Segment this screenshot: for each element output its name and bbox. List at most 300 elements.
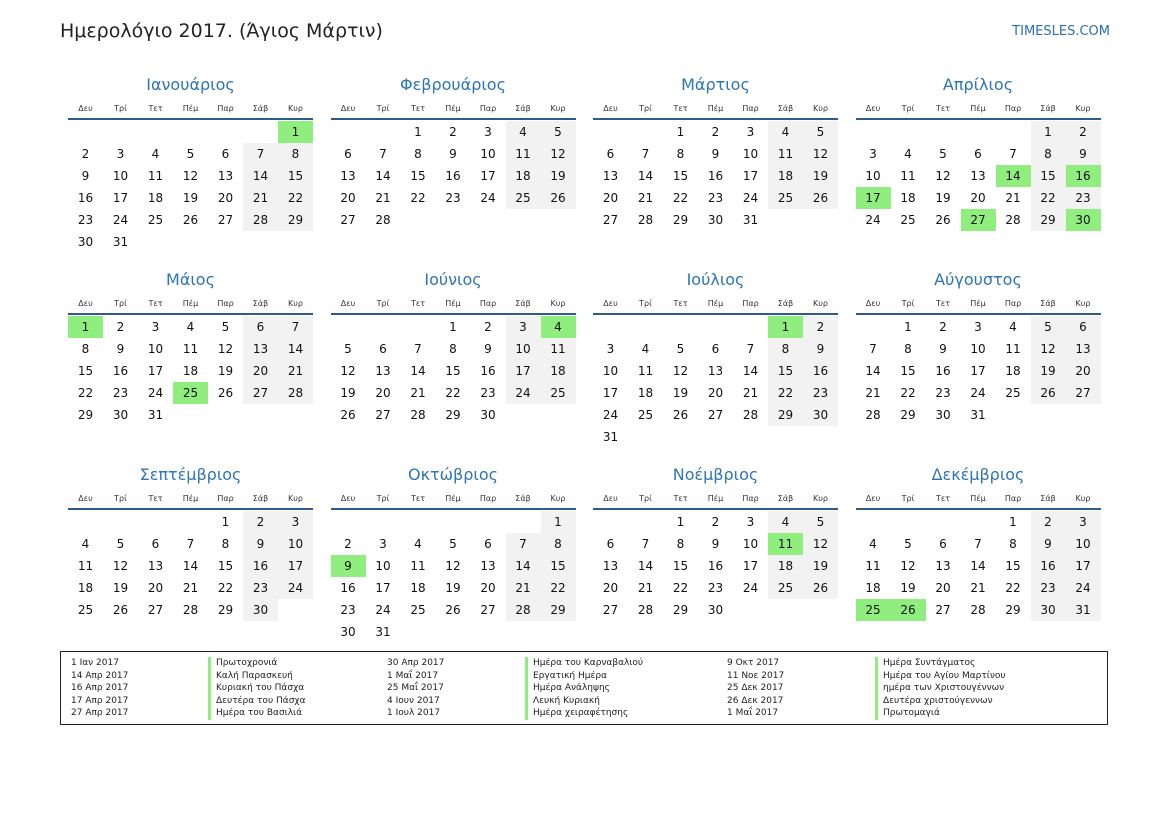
day-cell: 14 <box>637 559 654 573</box>
day-cell: 25 <box>637 408 654 422</box>
weekday-label: Παρ <box>742 299 759 308</box>
day-cell: 1 <box>1031 121 1066 143</box>
weekday-header <box>331 291 576 315</box>
empty-day-cell <box>401 316 436 338</box>
day-cell: 17 <box>742 559 759 573</box>
day-cell: 10 <box>278 533 313 555</box>
day-cell: 26 <box>217 386 234 400</box>
day-cell: 22 <box>410 191 426 205</box>
weekday-label: Τετ <box>148 104 163 113</box>
holiday-date: 14 Απρ 2017 <box>71 670 129 681</box>
day-cell: 5 <box>449 537 457 551</box>
day-cell: 18 <box>506 165 541 187</box>
day-cell: 15 <box>77 364 94 378</box>
day-cell: 31 <box>1066 599 1101 621</box>
empty-day-cell <box>103 121 138 143</box>
month-calendar <box>331 464 576 659</box>
month-calendar <box>856 74 1101 269</box>
day-cell: 20 <box>970 191 986 205</box>
day-cell: 6 <box>151 537 160 551</box>
day-cell: 13 <box>243 338 278 360</box>
holiday-names-column-1 <box>208 657 306 720</box>
day-cell: 7 <box>641 147 650 161</box>
day-cell: 9 <box>331 555 366 577</box>
day-cell: 10 <box>375 559 391 573</box>
day-cell: 25 <box>541 382 576 404</box>
days-grid <box>331 316 576 426</box>
day-cell: 21 <box>506 577 541 599</box>
weekday-label: Τετ <box>148 299 163 308</box>
weekday-label: Πέμ <box>445 494 461 503</box>
day-cell: 30 <box>340 625 356 639</box>
month-name: Απρίλιος <box>942 75 1014 94</box>
day-cell: 17 <box>742 169 759 183</box>
weekday-header <box>593 486 838 510</box>
day-cell: 5 <box>676 342 685 356</box>
day-cell: 7 <box>869 342 877 356</box>
weekday-label: Κυρ <box>1075 299 1091 308</box>
day-cell: 29 <box>278 209 313 231</box>
empty-day-cell <box>68 511 103 533</box>
holiday-name: ημέρα των Χριστουγέννων <box>875 682 1006 695</box>
holiday-name: Ημέρα Ανάληψης <box>525 682 643 695</box>
day-cell: 13 <box>147 559 164 573</box>
day-cell: 18 <box>182 364 199 378</box>
day-cell: 4 <box>904 147 912 161</box>
day-cell: 30 <box>112 408 129 422</box>
day-cell: 26 <box>803 577 838 599</box>
weekday-label: Σάβ <box>1040 299 1056 308</box>
day-cell: 25 <box>173 382 208 404</box>
weekday-label: Πέμ <box>970 494 986 503</box>
day-cell: 19 <box>340 386 356 400</box>
site-brand-link[interactable]: TIMESLES.COM <box>1012 24 1110 39</box>
weekday-label: Τετ <box>410 494 426 503</box>
holiday-dates-column-1 <box>71 657 128 720</box>
day-cell: 11 <box>865 559 881 573</box>
day-cell: 10 <box>865 169 881 183</box>
weekday-label: Σάβ <box>1040 494 1056 503</box>
day-cell: 24 <box>506 382 541 404</box>
day-cell: 23 <box>243 577 278 599</box>
holiday-name: Ημέρα Συντάγματος <box>875 657 1006 670</box>
weekday-label: Πέμ <box>445 299 461 308</box>
weekday-label: Δευ <box>603 104 618 113</box>
day-cell: 2 <box>711 125 720 139</box>
weekday-label: Σάβ <box>777 299 794 308</box>
day-cell: 7 <box>746 342 755 356</box>
holiday-date: 9 Οκτ 2017 <box>727 658 780 668</box>
day-cell: 29 <box>1005 603 1021 617</box>
day-cell: 14 <box>278 338 313 360</box>
weekday-label: Τετ <box>935 494 951 503</box>
holiday-date: 4 Ιουν 2017 <box>387 695 440 706</box>
weekday-label: Τρί <box>114 494 127 503</box>
day-cell: 22 <box>672 581 689 595</box>
day-cell: 24 <box>602 408 619 422</box>
day-cell: 30 <box>707 603 724 617</box>
day-cell: 11 <box>768 143 803 165</box>
day-cell: 15 <box>445 364 461 378</box>
day-cell: 5 <box>186 147 195 161</box>
day-cell: 18 <box>865 581 881 595</box>
day-cell: 16 <box>480 364 496 378</box>
day-cell: 3 <box>278 511 313 533</box>
day-cell: 16 <box>445 169 461 183</box>
weekday-label: Παρ <box>217 104 234 113</box>
empty-day-cell <box>698 316 733 338</box>
day-cell: 11 <box>541 338 576 360</box>
day-cell: 4 <box>869 537 877 551</box>
day-cell: 2 <box>449 125 457 139</box>
day-cell: 19 <box>935 191 951 205</box>
day-cell: 26 <box>803 187 838 209</box>
empty-day-cell <box>628 316 663 338</box>
day-cell: 1 <box>449 320 457 334</box>
weekday-label: Πέμ <box>707 299 724 308</box>
weekday-header <box>856 96 1101 120</box>
day-cell: 21 <box>865 386 881 400</box>
day-cell: 13 <box>1066 338 1101 360</box>
day-cell: 4 <box>768 511 803 533</box>
empty-day-cell <box>506 511 541 533</box>
day-cell: 9 <box>1031 533 1066 555</box>
day-cell: 12 <box>672 364 689 378</box>
day-cell: 1 <box>221 515 230 529</box>
day-cell: 31 <box>375 625 391 639</box>
day-cell: 6 <box>243 316 278 338</box>
day-cell: 18 <box>410 581 426 595</box>
weekday-header <box>68 96 313 120</box>
month-name: Δεκέμβριος <box>931 465 1025 484</box>
day-cell: 4 <box>186 320 195 334</box>
weekday-label: Κυρ <box>550 104 566 113</box>
calendar-grid <box>68 74 1101 659</box>
day-cell: 27 <box>602 603 619 617</box>
day-cell: 21 <box>182 581 199 595</box>
day-cell: 15 <box>278 165 313 187</box>
holiday-date: 11 Νοε 2017 <box>727 670 785 681</box>
day-cell: 27 <box>1066 382 1101 404</box>
weekday-header <box>593 96 838 120</box>
day-cell: 20 <box>480 581 496 595</box>
weekday-label: Τετ <box>673 299 688 308</box>
day-cell: 1 <box>278 121 313 143</box>
day-cell: 27 <box>340 213 356 227</box>
day-cell: 2 <box>1066 121 1101 143</box>
month-name: Σεπτέμβριος <box>139 465 242 484</box>
weekday-label: Τρί <box>376 494 390 503</box>
day-cell: 24 <box>1066 577 1101 599</box>
day-cell: 23 <box>340 603 356 617</box>
day-cell: 12 <box>445 559 461 573</box>
day-cell: 22 <box>217 581 234 595</box>
holiday-name: Δευτέρα χριστούγεννων <box>875 695 1006 708</box>
day-cell: 7 <box>278 316 313 338</box>
day-cell: 18 <box>637 386 654 400</box>
day-cell: 2 <box>711 515 720 529</box>
day-cell: 19 <box>182 191 199 205</box>
day-cell: 4 <box>641 342 650 356</box>
weekday-label: Κυρ <box>550 299 566 308</box>
day-cell: 17 <box>147 364 164 378</box>
day-cell: 22 <box>77 386 94 400</box>
month-calendar <box>68 74 313 269</box>
day-cell: 18 <box>768 165 803 187</box>
day-cell: 23 <box>1066 187 1101 209</box>
day-cell: 15 <box>1005 559 1021 573</box>
day-cell: 9 <box>243 533 278 555</box>
day-cell: 6 <box>939 537 947 551</box>
month-name: Ιούλιος <box>686 270 745 289</box>
day-cell: 29 <box>217 603 234 617</box>
day-cell: 26 <box>112 603 129 617</box>
weekday-label: Τετ <box>410 104 426 113</box>
holiday-date: 30 Απρ 2017 <box>387 658 445 668</box>
empty-day-cell <box>856 121 891 143</box>
weekday-label: Κυρ <box>288 104 303 113</box>
day-cell: 14 <box>637 169 654 183</box>
days-grid <box>856 316 1101 426</box>
day-cell: 16 <box>1031 555 1066 577</box>
day-cell: 4 <box>506 121 541 143</box>
day-cell: 9 <box>484 342 492 356</box>
day-cell: 8 <box>676 537 685 551</box>
empty-day-cell <box>856 511 891 533</box>
weekday-label: Τετ <box>148 494 163 503</box>
empty-day-cell <box>366 316 401 338</box>
day-cell: 11 <box>147 169 164 183</box>
holiday-date: 1 Ιουλ 2017 <box>387 708 441 719</box>
days-grid <box>856 121 1101 231</box>
weekday-label: Πέμ <box>182 104 199 113</box>
month-calendar <box>331 269 576 464</box>
day-cell: 17 <box>856 187 891 209</box>
weekday-label: Τετ <box>410 299 426 308</box>
empty-day-cell <box>961 511 996 533</box>
day-cell: 29 <box>445 408 461 422</box>
empty-day-cell <box>733 316 768 338</box>
day-cell: 13 <box>970 169 986 183</box>
day-cell: 4 <box>414 537 422 551</box>
day-cell: 13 <box>707 364 724 378</box>
day-cell: 21 <box>637 581 654 595</box>
day-cell: 12 <box>340 364 356 378</box>
empty-day-cell <box>628 121 663 143</box>
day-cell: 19 <box>541 165 576 187</box>
day-cell: 7 <box>506 533 541 555</box>
day-cell: 8 <box>449 342 457 356</box>
day-cell: 13 <box>602 559 619 573</box>
day-cell: 21 <box>1005 191 1021 205</box>
day-cell: 7 <box>414 342 422 356</box>
day-cell: 26 <box>340 408 356 422</box>
weekday-label: Σάβ <box>252 104 269 113</box>
day-cell: 14 <box>243 165 278 187</box>
month-calendar <box>856 269 1101 464</box>
day-cell: 21 <box>970 581 986 595</box>
day-cell: 2 <box>484 320 492 334</box>
day-cell: 21 <box>410 386 426 400</box>
day-cell: 9 <box>711 147 720 161</box>
day-cell: 20 <box>1066 360 1101 382</box>
day-cell: 20 <box>375 386 391 400</box>
day-cell: 25 <box>768 577 803 599</box>
day-cell: 19 <box>217 364 234 378</box>
holiday-date: 1 Ιαν 2017 <box>71 658 119 668</box>
holiday-date: 17 Απρ 2017 <box>71 695 129 706</box>
day-cell: 9 <box>81 169 90 183</box>
day-cell: 1 <box>414 125 422 139</box>
month-name: Ιούνιος <box>424 270 482 289</box>
weekday-label: Πέμ <box>707 104 724 113</box>
weekday-header <box>331 486 576 510</box>
day-cell: 9 <box>711 537 720 551</box>
weekday-header <box>856 291 1101 315</box>
weekday-label: Τρί <box>114 104 127 113</box>
days-grid <box>68 121 313 253</box>
day-cell: 8 <box>414 147 422 161</box>
day-cell: 24 <box>147 386 164 400</box>
month-name: Ιανουάριος <box>146 75 235 94</box>
weekday-label: Παρ <box>217 299 234 308</box>
empty-day-cell <box>366 121 401 143</box>
day-cell: 16 <box>77 191 94 205</box>
holiday-name: Ημέρα του Καρναβαλιού <box>525 657 643 670</box>
days-grid <box>593 316 838 448</box>
page-title: Ημερολόγιο 2017. (Άγιος Μάρτιν) <box>60 20 383 42</box>
month-name: Νοέμβριος <box>672 465 759 484</box>
day-cell: 24 <box>742 581 759 595</box>
day-cell: 21 <box>243 187 278 209</box>
day-cell: 10 <box>742 147 759 161</box>
day-cell: 8 <box>1031 143 1066 165</box>
day-cell: 25 <box>856 599 891 621</box>
weekday-label: Κυρ <box>813 494 828 503</box>
weekday-header <box>331 96 576 120</box>
day-cell: 17 <box>970 364 986 378</box>
weekday-label: Δευ <box>865 299 881 308</box>
weekday-label: Δευ <box>603 494 618 503</box>
day-cell: 6 <box>221 147 230 161</box>
weekday-label: Σάβ <box>777 494 794 503</box>
weekday-label: Κυρ <box>550 494 566 503</box>
holiday-name: Πρωτοχρονιά <box>208 657 306 670</box>
empty-day-cell <box>891 121 926 143</box>
day-cell: 27 <box>480 603 496 617</box>
day-cell: 31 <box>112 235 129 249</box>
day-cell: 16 <box>935 364 951 378</box>
day-cell: 26 <box>1031 382 1066 404</box>
day-cell: 18 <box>1005 364 1021 378</box>
day-cell: 24 <box>278 577 313 599</box>
day-cell: 6 <box>711 342 720 356</box>
day-cell: 31 <box>742 213 759 227</box>
day-cell: 16 <box>1066 165 1101 187</box>
day-cell: 17 <box>480 169 496 183</box>
day-cell: 4 <box>1009 320 1017 334</box>
day-cell: 8 <box>1009 537 1017 551</box>
holiday-names-column-2 <box>525 657 643 720</box>
holiday-name: Κυριακή του Πάσχα <box>208 682 306 695</box>
day-cell: 15 <box>217 559 234 573</box>
day-cell: 13 <box>602 169 619 183</box>
day-cell: 5 <box>344 342 352 356</box>
weekday-label: Σάβ <box>515 299 531 308</box>
day-cell: 21 <box>637 191 654 205</box>
day-cell: 18 <box>147 191 164 205</box>
day-cell: 25 <box>1005 386 1021 400</box>
day-cell: 2 <box>81 147 90 161</box>
holiday-date: 1 Μαΐ 2017 <box>727 708 779 719</box>
day-cell: 28 <box>506 599 541 621</box>
days-grid <box>593 121 838 231</box>
month-name: Αύγουστος <box>934 270 1022 289</box>
weekday-label: Δευ <box>340 104 356 113</box>
month-calendar <box>593 74 838 269</box>
weekday-label: Δευ <box>865 104 881 113</box>
day-cell: 17 <box>602 386 619 400</box>
weekday-label: Τετ <box>935 299 951 308</box>
holiday-date: 25 Δεκ 2017 <box>727 683 784 694</box>
day-cell: 9 <box>803 338 838 360</box>
day-cell: 29 <box>77 408 94 422</box>
day-cell: 11 <box>77 559 94 573</box>
day-cell: 7 <box>243 143 278 165</box>
day-cell: 9 <box>449 147 457 161</box>
day-cell: 26 <box>672 408 689 422</box>
month-calendar <box>68 269 313 464</box>
holiday-legend <box>60 651 1108 725</box>
weekday-label: Παρ <box>479 299 497 308</box>
empty-day-cell <box>593 511 628 533</box>
month-calendar <box>68 464 313 659</box>
weekday-label: Παρ <box>742 494 759 503</box>
weekday-header <box>68 291 313 315</box>
day-cell: 29 <box>672 603 689 617</box>
day-cell: 3 <box>1066 511 1101 533</box>
day-cell: 3 <box>606 342 615 356</box>
day-cell: 30 <box>935 408 951 422</box>
empty-day-cell <box>401 511 436 533</box>
weekday-label: Τρί <box>901 104 915 113</box>
day-cell: 8 <box>904 342 912 356</box>
day-cell: 14 <box>182 559 199 573</box>
empty-day-cell <box>961 121 996 143</box>
day-cell: 1 <box>768 316 803 338</box>
day-cell: 25 <box>410 603 426 617</box>
empty-day-cell <box>331 121 366 143</box>
weekday-label: Παρ <box>742 104 759 113</box>
weekday-label: Παρ <box>1004 104 1022 113</box>
day-cell: 27 <box>217 213 234 227</box>
day-cell: 18 <box>541 360 576 382</box>
day-cell: 1 <box>68 316 103 338</box>
day-cell: 19 <box>1031 360 1066 382</box>
day-cell: 6 <box>974 147 982 161</box>
day-cell: 31 <box>602 430 619 444</box>
day-cell: 22 <box>768 382 803 404</box>
holiday-dates-column-3 <box>727 657 784 720</box>
weekday-label: Τρί <box>376 104 390 113</box>
day-cell: 30 <box>77 235 94 249</box>
day-cell: 19 <box>445 581 461 595</box>
day-cell: 12 <box>935 169 951 183</box>
empty-day-cell <box>331 511 366 533</box>
day-cell: 24 <box>112 213 129 227</box>
day-cell: 15 <box>672 559 689 573</box>
weekday-label: Δευ <box>78 494 93 503</box>
